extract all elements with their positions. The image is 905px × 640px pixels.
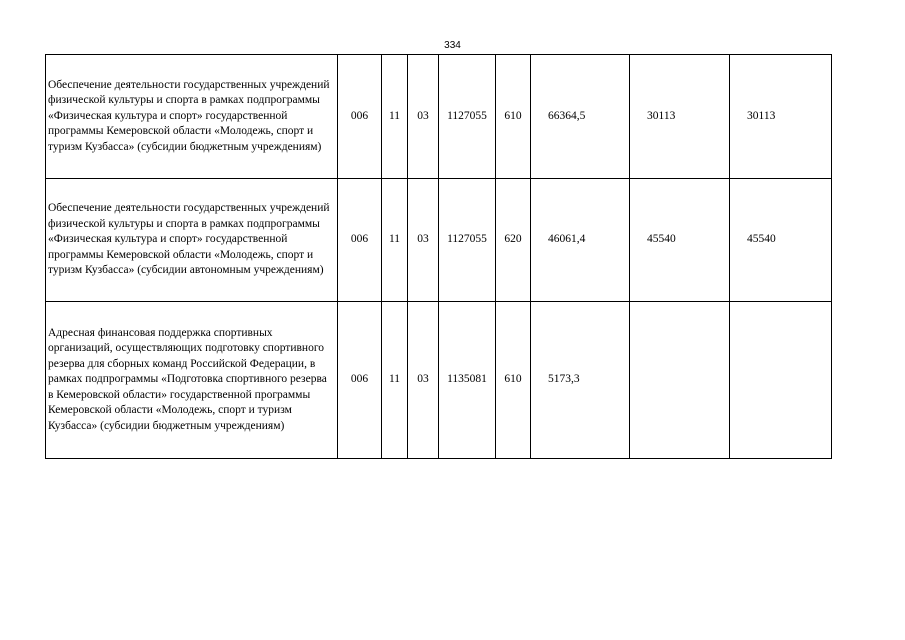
amount-year-3 <box>730 302 832 459</box>
budget-table <box>45 54 832 459</box>
section-code: 11 <box>382 55 408 179</box>
ministry-code: 006 <box>338 179 382 302</box>
target-article-code: 1127055 <box>439 55 496 179</box>
page-number: 334 <box>444 40 461 51</box>
subsection-code: 03 <box>408 179 439 302</box>
amount-year-3: 45540 <box>730 179 832 302</box>
amount-year-1: 5173,3 <box>531 302 630 459</box>
amount-year-2 <box>630 302 730 459</box>
row-description: Обеспечение деятельности государственных учреждений физической культуры и спорта в рамках подпрограммы «Физическая культура и спорт» государственной программы Кемеровской области «Молодежь, спорт и туризм Кузбасса» (субсидии бюджетным учреждениям) <box>46 55 338 179</box>
amount-year-2: 45540 <box>630 179 730 302</box>
subsection-code: 03 <box>408 302 439 459</box>
table-row <box>46 55 832 179</box>
section-code: 11 <box>382 179 408 302</box>
target-article-code: 1135081 <box>439 302 496 459</box>
expense-type-code: 610 <box>496 55 531 179</box>
amount-year-3: 30113 <box>730 55 832 179</box>
row-description: Обеспечение деятельности государственных учреждений физической культуры и спорта в рамках подпрограммы «Физическая культура и спорт» государственной программы Кемеровской области «Молодежь, спорт и туризм Кузбасса» (субсидии автономным учреждениям) <box>46 179 338 302</box>
table-row <box>46 302 832 459</box>
section-code: 11 <box>382 302 408 459</box>
target-article-code: 1127055 <box>439 179 496 302</box>
ministry-code: 006 <box>338 55 382 179</box>
amount-year-2: 30113 <box>630 55 730 179</box>
amount-year-1: 66364,5 <box>531 55 630 179</box>
subsection-code: 03 <box>408 55 439 179</box>
expense-type-code: 620 <box>496 179 531 302</box>
expense-type-code: 610 <box>496 302 531 459</box>
table-row <box>46 179 832 302</box>
amount-year-1: 46061,4 <box>531 179 630 302</box>
ministry-code: 006 <box>338 302 382 459</box>
row-description: Адресная финансовая поддержка спортивных организаций, осуществляющих подготовку спортивного резерва для сборных команд Российской Федерации, в рамках подпрограммы «Подготовка спортивного резерва в Кемеровской области» государственной программы Кемеровской области «Молодежь, спорт и туризм Кузбасса» (субсидии бюджетным учреждениям) <box>46 302 338 459</box>
